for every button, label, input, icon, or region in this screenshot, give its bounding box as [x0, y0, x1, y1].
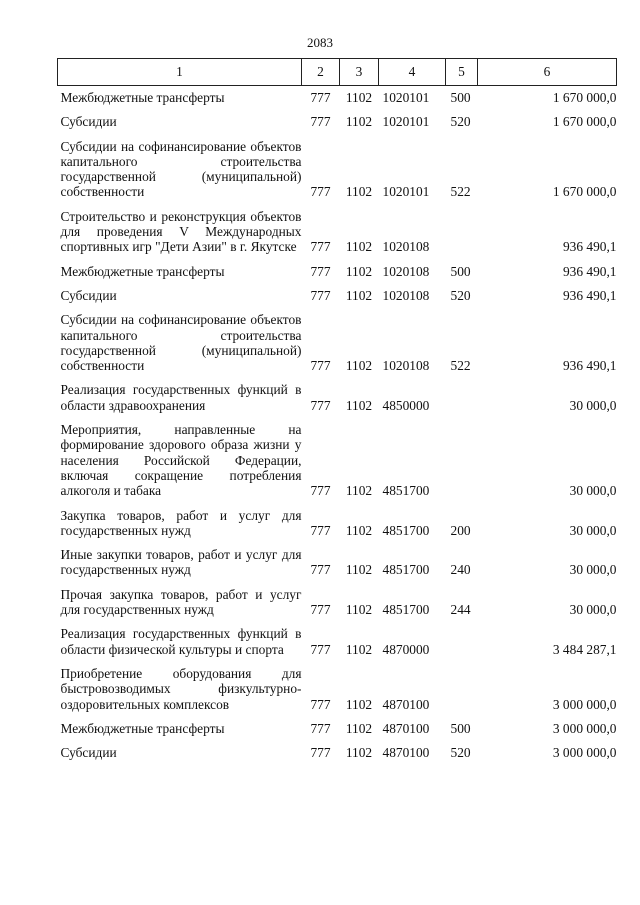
cell-amount: 936 490,1: [562, 239, 617, 255]
cell-code-col3: 1102: [345, 696, 373, 712]
cell-code-col3: 1102: [345, 720, 373, 736]
cell-code-col2: 777: [310, 745, 331, 761]
column-header: 6: [478, 59, 617, 86]
table-row: [58, 86, 617, 111]
cell-amount: 30 000,0: [569, 397, 617, 413]
cell-code-col3: 1102: [345, 358, 373, 374]
cell-code-col2: 777: [310, 483, 331, 499]
cell-code-col5: [446, 662, 478, 717]
table-row: [58, 504, 617, 544]
cell-code-col5: 520: [450, 287, 471, 303]
cell-code-col4: 4851700: [382, 522, 430, 538]
page-number: 2083: [307, 35, 333, 50]
cell-code-col5: [446, 418, 478, 503]
table-row: [58, 418, 617, 503]
cell-code-col2: 777: [310, 184, 331, 200]
cell-code-col5: 500: [450, 720, 471, 736]
cell-amount: 1 670 000,0: [552, 184, 617, 200]
cell-amount: 30 000,0: [569, 483, 617, 499]
cell-code-col3: 1102: [345, 287, 373, 303]
column-header: 1: [58, 59, 302, 86]
cell-code-col2: 777: [310, 602, 331, 618]
cell-code-col4: 4850000: [382, 397, 430, 413]
cell-item-name: Межбюджетные трансферты: [60, 90, 225, 105]
table-row: [58, 717, 617, 741]
cell-item-name: Реализация государственных функций в области здравоохранения: [60, 382, 302, 413]
cell-amount: 936 490,1: [562, 358, 617, 374]
cell-code-col2: 777: [310, 239, 331, 255]
cell-item-name: Прочая закупка товаров, работ и услуг для государственных нужд: [60, 586, 302, 618]
table-row: [58, 622, 617, 662]
table-row: [58, 583, 617, 623]
cell-code-col3: 1102: [345, 184, 373, 200]
cell-code-col5: [446, 378, 478, 418]
cell-amount: 3 484 287,1: [552, 641, 617, 657]
table-header-row: [58, 59, 617, 86]
cell-item-name: Субсидии на софинансирование объектов капитального строительства государственной (муниципальной) собственности: [60, 138, 302, 200]
cell-code-col5: 500: [450, 263, 471, 279]
budget-table: [57, 58, 617, 765]
cell-code-col3: 1102: [345, 239, 373, 255]
column-header: 3: [340, 59, 379, 86]
cell-item-name: Закупка товаров, работ и услуг для государственных нужд: [60, 507, 302, 538]
cell-code-col4: 1020108: [382, 358, 430, 374]
cell-code-col5: 520: [450, 745, 471, 761]
cell-code-col3: 1102: [345, 522, 373, 538]
cell-code-col4: 4870100: [382, 745, 430, 761]
table-row: [58, 260, 617, 284]
cell-amount: 936 490,1: [562, 287, 617, 303]
cell-code-col3: 1102: [345, 641, 373, 657]
cell-code-col3: 1102: [345, 483, 373, 499]
cell-item-name: Приобретение оборудования для быстровозводимых физкультурно-оздоровительных комплексов: [60, 665, 302, 712]
table-row: [58, 378, 617, 418]
cell-amount: 3 000 000,0: [552, 720, 617, 736]
cell-code-col4: 1020108: [382, 287, 430, 303]
cell-amount: 1 670 000,0: [552, 90, 617, 105]
column-header: 2: [302, 59, 340, 86]
table-row: [58, 110, 617, 134]
cell-code-col4: 4870100: [382, 696, 430, 712]
cell-code-col5: 200: [450, 522, 471, 538]
table-row: [58, 662, 617, 717]
cell-item-name: Субсидии: [60, 114, 117, 130]
cell-item-name: Межбюджетные трансферты: [60, 720, 225, 736]
cell-code-col4: 4870000: [382, 641, 430, 657]
column-header: 5: [446, 59, 478, 86]
cell-code-col4: 1020101: [382, 90, 430, 105]
cell-item-name: Субсидии на софинансирование объектов капитального строительства государственной (муниципальной) собственности: [60, 312, 302, 374]
cell-item-name: Строительство и реконструкция объектов для проведения V Международных спортивных игр "Дети Азии" в г. Якутске: [60, 208, 302, 255]
cell-amount: 30 000,0: [569, 522, 617, 538]
table-row: [58, 308, 617, 378]
cell-item-name: Мероприятия, направленные на формирование здорового образа жизни у населения Российской Федерации, включая сокращение потребления алкоголя и табака: [60, 422, 302, 499]
cell-code-col4: 1020101: [382, 184, 430, 200]
cell-code-col3: 1102: [345, 397, 373, 413]
cell-item-name: Межбюджетные трансферты: [60, 263, 225, 279]
cell-amount: 3 000 000,0: [552, 745, 617, 761]
cell-code-col5: 244: [450, 602, 471, 618]
cell-code-col2: 777: [310, 397, 331, 413]
cell-code-col4: 1020101: [382, 114, 430, 130]
cell-code-col5: 522: [450, 184, 471, 200]
cell-code-col5: 500: [450, 90, 471, 105]
table-row: [58, 205, 617, 260]
table-row: [58, 284, 617, 308]
cell-amount: 936 490,1: [562, 263, 617, 279]
cell-amount: 3 000 000,0: [552, 696, 617, 712]
cell-code-col2: 777: [310, 522, 331, 538]
cell-amount: 30 000,0: [569, 562, 617, 578]
cell-code-col2: 777: [310, 720, 331, 736]
cell-code-col4: 1020108: [382, 263, 430, 279]
cell-amount: 1 670 000,0: [552, 114, 617, 130]
cell-item-name: Субсидии: [60, 287, 117, 303]
cell-code-col5: [446, 205, 478, 260]
cell-code-col4: 4851700: [382, 483, 430, 499]
cell-item-name: Иные закупки товаров, работ и услуг для государственных нужд: [60, 547, 302, 578]
cell-item-name: Реализация государственных функций в области физической культуры и спорта: [60, 626, 302, 657]
cell-code-col2: 777: [310, 114, 331, 130]
column-header: 4: [379, 59, 446, 86]
cell-code-col5: [446, 622, 478, 662]
cell-code-col4: 1020108: [382, 239, 430, 255]
table-row: [58, 543, 617, 583]
cell-code-col4: 4851700: [382, 562, 430, 578]
cell-code-col3: 1102: [345, 114, 373, 130]
cell-code-col3: 1102: [345, 263, 373, 279]
cell-code-col3: 1102: [345, 562, 373, 578]
cell-code-col2: 777: [310, 358, 331, 374]
cell-code-col4: 4851700: [382, 602, 430, 618]
cell-code-col3: 1102: [345, 90, 373, 105]
cell-code-col2: 777: [310, 641, 331, 657]
cell-code-col2: 777: [310, 562, 331, 578]
table-row: [58, 741, 617, 765]
cell-code-col2: 777: [310, 263, 331, 279]
cell-item-name: Субсидии: [60, 745, 117, 761]
cell-code-col3: 1102: [345, 602, 373, 618]
cell-code-col3: 1102: [345, 745, 373, 761]
cell-code-col5: 522: [450, 358, 471, 374]
cell-amount: 30 000,0: [569, 602, 617, 618]
cell-code-col4: 4870100: [382, 720, 430, 736]
table-row: [58, 135, 617, 205]
cell-code-col5: 520: [450, 114, 471, 130]
cell-code-col2: 777: [310, 287, 331, 303]
cell-code-col2: 777: [310, 90, 331, 105]
cell-code-col2: 777: [310, 696, 331, 712]
cell-code-col5: 240: [450, 562, 471, 578]
